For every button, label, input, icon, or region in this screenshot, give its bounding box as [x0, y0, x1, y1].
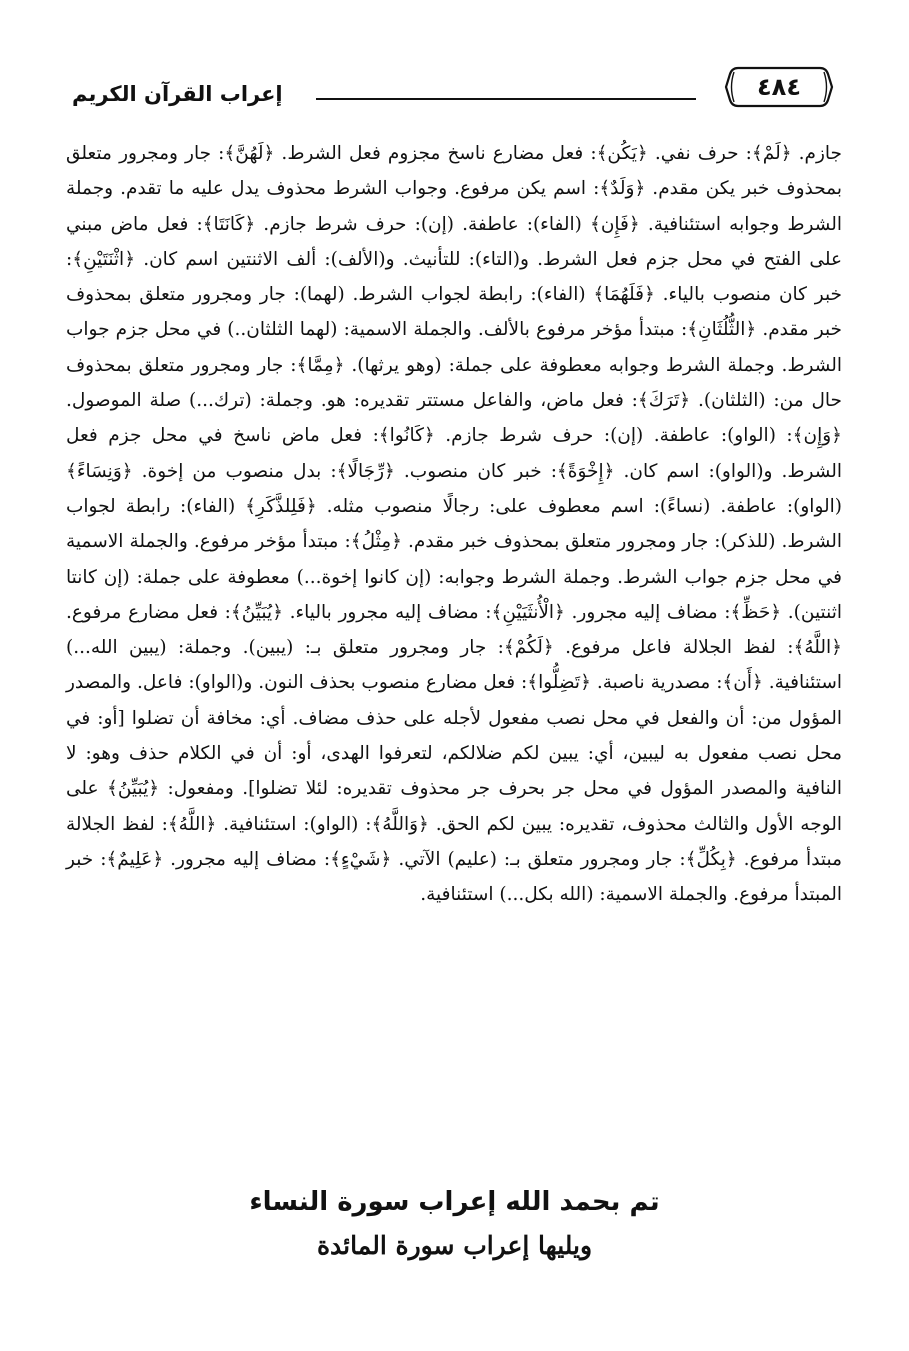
page-number: ٤٨٤	[757, 73, 801, 101]
closing-title: تم بحمد الله إعراب سورة النساء	[249, 1187, 660, 1217]
closing-block	[0, 1180, 909, 1268]
book-title: إعراب القرآن الكريم	[72, 82, 283, 106]
header-rule	[316, 98, 696, 100]
page-header	[64, 64, 834, 120]
commentary-body: جازم. ﴿لَمْ﴾: حرف نفي. ﴿يَكُن﴾: فعل مضارع ناسخ مجزوم فعل الشرط. ﴿لَهُنَّ﴾: جار ومجرور متعلق بمحذوف خبر يكن مقدم. ﴿وَلَدٌ﴾: اسم يكن مرفوع. وجواب الشرط محذوف يدل عليه ما تقدم. وجملة الشرط وجوابه استئنافية. ﴿فَإِن﴾ (الفاء): عاطفة. (إن): حرف شرط جازم. ﴿كَانَتَا﴾: فعل ماض مبني على الفتح في محل جزم فعل الشرط. و(التاء): للتأنيث. و(الألف): ألف الاثنتين اسم كان. ﴿اثْنَتَيْنِ﴾: خبر كان منصوب بالياء. ﴿فَلَهُمَا﴾ (الفاء): رابطة لجواب الشرط. (لهما): جار ومجرور متعلق بمحذوف خبر مقدم. ﴿الثُّلُثَانِ﴾: مبتدأ مؤخر مرفوع بالألف. والجملة الاسمية: (لهما الثلثان..) في محل جزم جواب الشرط. وجملة الشرط وجوابه معطوفة على جملة: (وهو يرثها). ﴿مِمَّا﴾: جار ومجرور متعلق بمحذوف حال من: (الثلثان). ﴿تَرَكَ﴾: فعل ماض، والفاعل مستتر تقديره: هو. وجملة: (ترك...) صلة الموصول. ﴿وَإِن﴾: (الواو): عاطفة. (إن): حرف شرط جازم. ﴿كَانُوا﴾: فعل ماض ناسخ في محل جزم فعل الشرط. و(الواو): اسم كان. ﴿إِخْوَةً﴾: خبر كان منصوب. ﴿رِّجَالًا﴾: بدل منصوب من إخوة. ﴿وَنِسَاءً﴾ (الواو): عاطفة. (نساءً): اسم معطوف على: رجالًا منصوب مثله. ﴿فَلِلذَّكَرِ﴾ (الفاء): رابطة لجواب الشرط. (للذكر): جار ومجرور متعلق بمحذوف خبر مقدم. ﴿مِثْلُ﴾: مبتدأ مؤخر مرفوع. والجملة الاسمية في محل جزم جواب الشرط. وجملة الشرط وجوابه: (إن كانوا إخوة...) معطوفة على جملة: (إن كانتا اثنتين). ﴿حَظِّ﴾: مضاف إليه مجرور. ﴿الْأُنثَيَيْنِ﴾: مضاف إليه مجرور بالياء. ﴿يُبَيِّنُ﴾: فعل مضارع مرفوع. ﴿اللَّهُ﴾: لفظ الجلالة فاعل مرفوع. ﴿لَكُمْ﴾: جار ومجرور متعلق بـ: (يبين). وجملة: (يبين الله...) استئنافية. ﴿أَن﴾: مصدرية ناصبة. ﴿تَضِلُّوا﴾: فعل مضارع منصوب بحذف النون. و(الواو): فاعل. والمصدر المؤول من: أن والفعل في محل نصب مفعول لأجله على حذف مضاف. أي: مخافة أن تضلوا [أو: في محل نصب مفعول به ليبين، أي: يبين لكم ضلالكم، لتعرفوا الهدى، أو: أن في الكلام حذف وهو: لا النافية والمصدر المؤول في محل جر بحرف جر محذوف تقديره: لئلا تضلوا]. ومفعول: ﴿يُبَيِّنُ﴾ على الوجه الأول والثالث محذوف، تقديره: يبين لكم الحق. ﴿وَاللَّهُ﴾: (الواو): استئنافية. ﴿اللَّهُ﴾: لفظ الجلالة مبتدأ مرفوع. ﴿بِكُلِّ﴾: جار ومجرور متعلق بـ: (عليم) الآتي. ﴿شَيْءٍ﴾: مضاف إليه مجرور. ﴿عَلِيمٌ﴾: خبر المبتدأ مرفوع. والجملة الاسمية: (الله بكل...) استئنافية.	[66, 143, 842, 906]
next-section-note: ويليها إعراب سورة المائدة	[316, 1231, 593, 1260]
page-number-frame	[724, 66, 834, 108]
